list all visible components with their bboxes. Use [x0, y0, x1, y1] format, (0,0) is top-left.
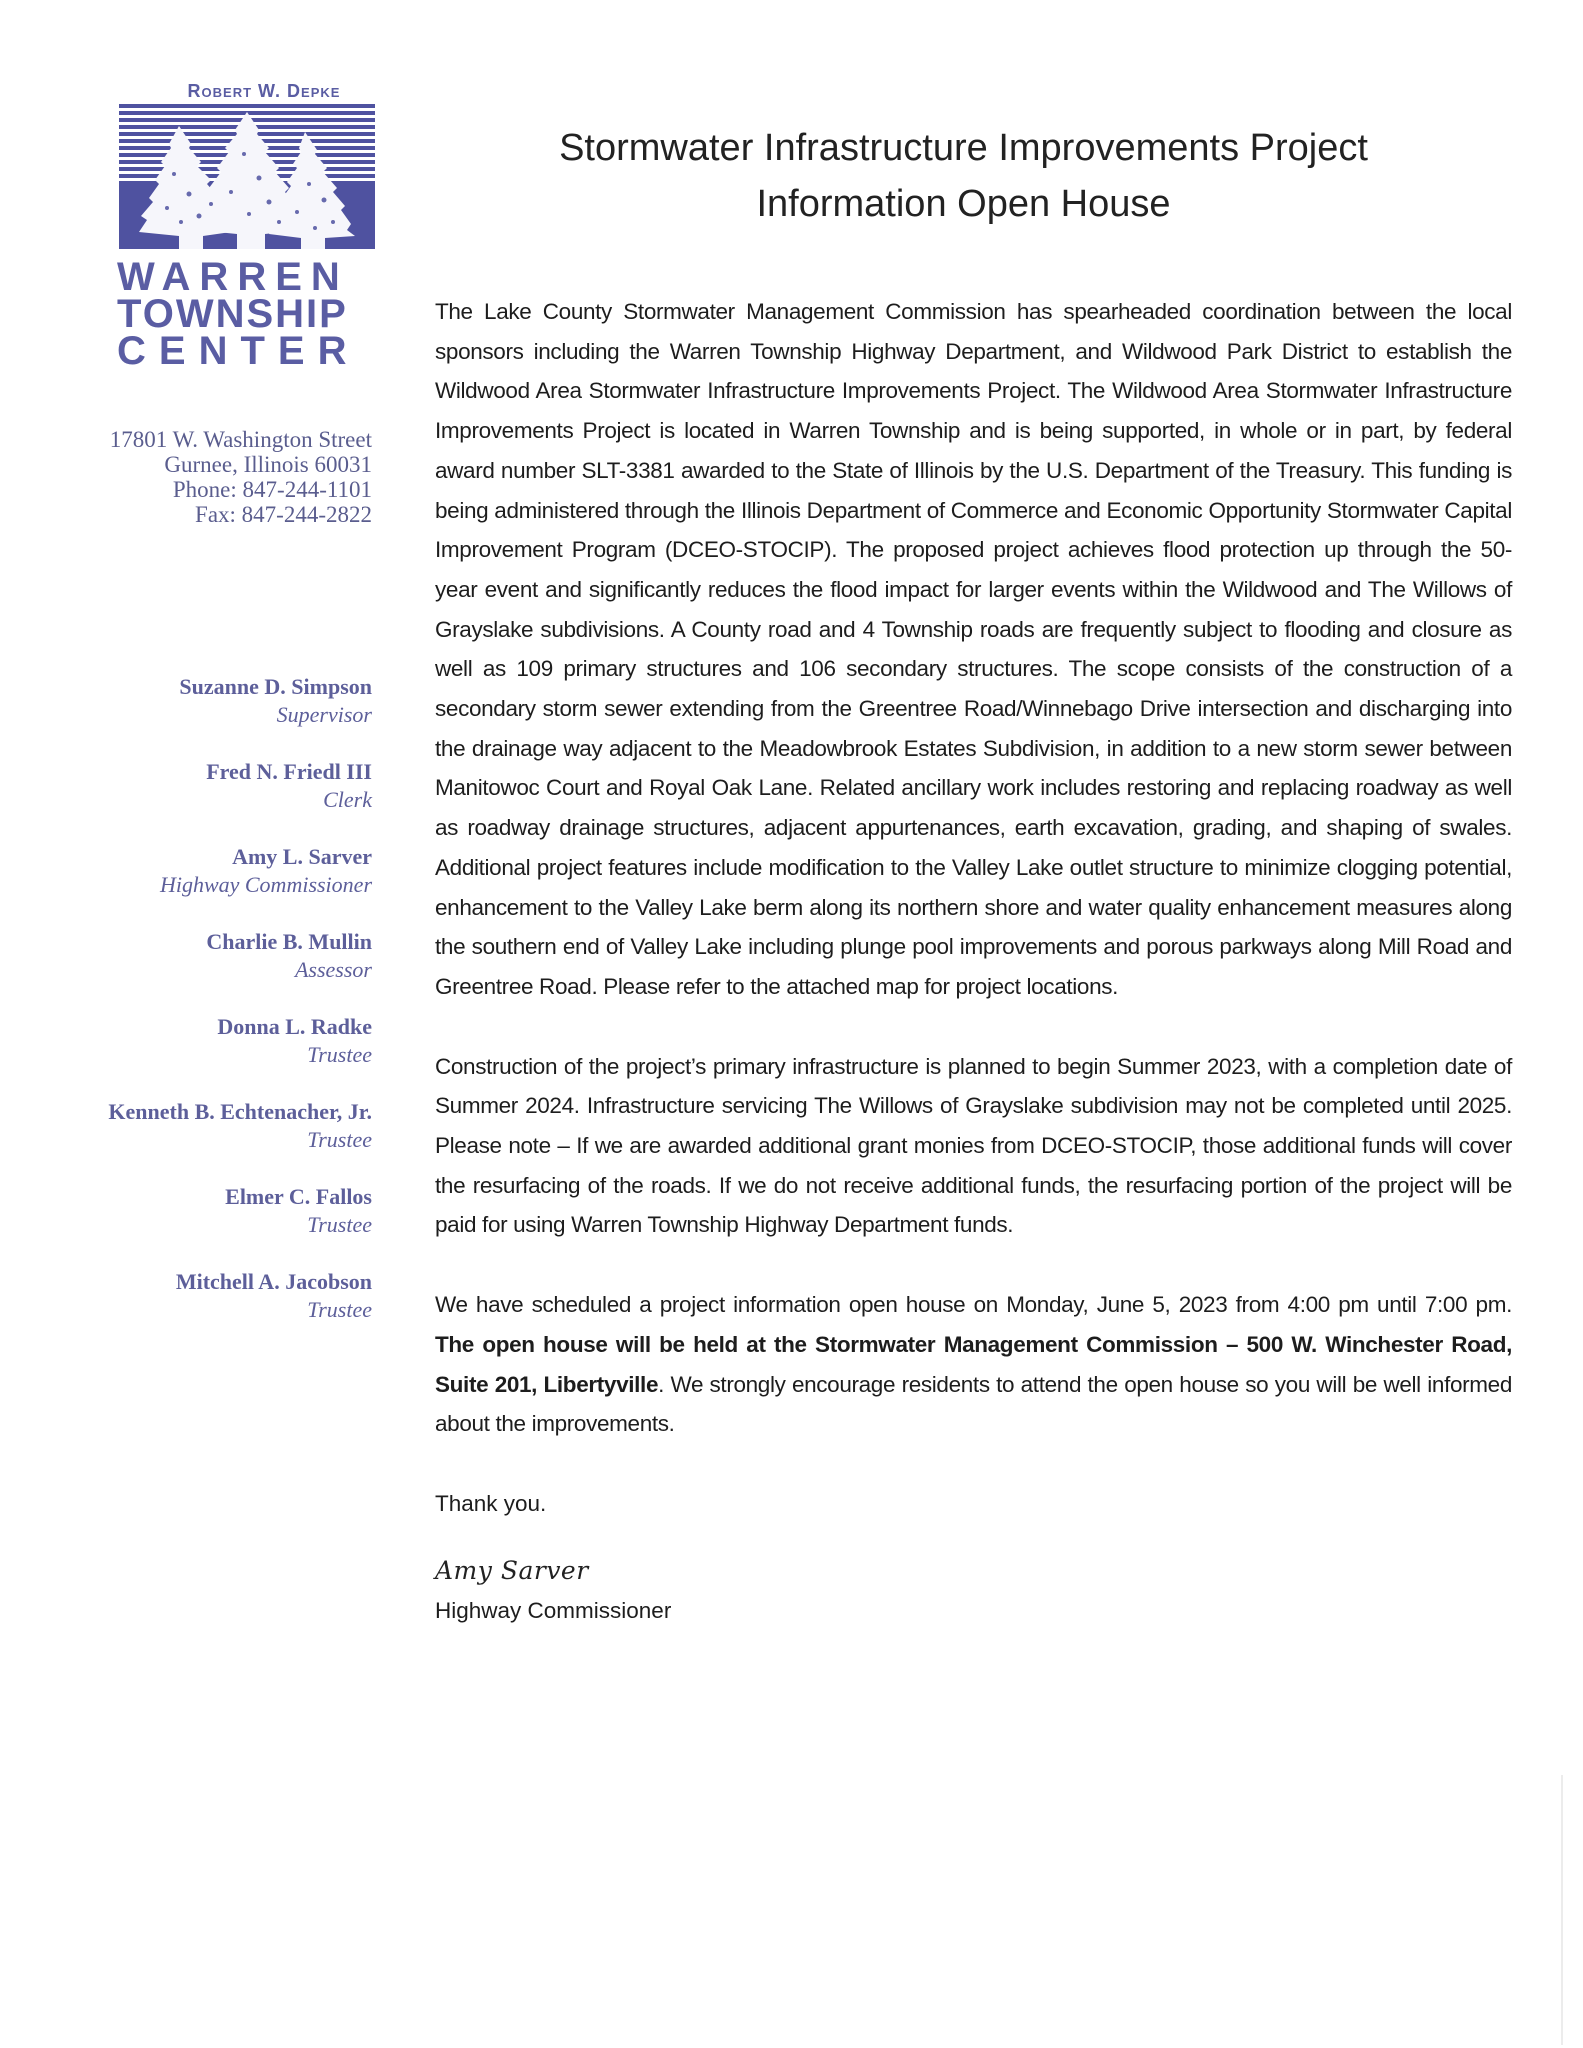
logo-name-line-3: CENTER [117, 329, 360, 373]
official-name: Elmer C. Fallos [225, 1184, 372, 1209]
township-logo [117, 80, 411, 373]
official-entry [40, 843, 372, 928]
official-name: Amy L. Sarver [232, 844, 372, 869]
official-entry [40, 758, 372, 843]
closing-text: Thank you. [435, 1490, 547, 1516]
township-name [117, 255, 411, 373]
scan-edge-line [1561, 1775, 1563, 2045]
official-name: Donna L. Radke [217, 1014, 372, 1039]
open-house-date-text: We have scheduled a project information open house on Monday, June 5, 2023 from 4:00 pm until 7:00 pm. [435, 1292, 1512, 1318]
official-entry [40, 1183, 372, 1268]
signature: Amy Sarver [435, 1555, 589, 1585]
fax-number: Fax: 847-244-2822 [195, 502, 372, 527]
open-house-encouragement-text: . We strongly encourage residents to attend the open house so you will be well informed about the improvements. [435, 1371, 1512, 1437]
letter-title [415, 120, 1512, 232]
official-entry [40, 1013, 372, 1098]
logo-dedication-text: Robert W. Depke [187, 81, 341, 101]
city-state-zip: Gurnee, Illinois 60031 [164, 452, 372, 477]
official-role: Trustee [307, 1127, 372, 1152]
official-entry [40, 928, 372, 1013]
phone-number: Phone: 847-244-1101 [172, 477, 372, 502]
official-entry [40, 673, 372, 758]
official-entry [40, 1098, 372, 1183]
official-entry [40, 1268, 372, 1353]
title-line-2: Information Open House [756, 183, 1171, 225]
official-role: Trustee [307, 1212, 372, 1237]
official-role: Assessor [294, 957, 372, 982]
official-role: Supervisor [276, 702, 372, 727]
official-name: Fred N. Friedl III [206, 759, 372, 784]
official-role: Highway Commissioner [159, 872, 372, 897]
signer-title: Highway Commissioner [435, 1597, 672, 1623]
three-trees-logo-icon [119, 104, 375, 249]
logo-name-line-1: WARREN [117, 255, 349, 299]
open-house-location-text: The open house will be held at the Stormwater Management Commission – 500 W. Winchester Road, Suite 201, Libertyville [435, 1331, 1512, 1397]
official-name: Suzanne D. Simpson [179, 674, 372, 699]
street-address: 17801 W. Washington Street [109, 427, 372, 452]
construction-schedule-paragraph: Construction of the project’s primary infrastructure is planned to begin Summer 2023, with a completion date of Summer 2024. Infrastructure servicing The Willows of Grayslake subdivision may not be completed until 2025. Please note – If we are awarded additional grant monies from DCEO-STOCIP, those additional funds will cover the resurfacing of the roads. If we do not receive additional funds, the resurfacing portion of the project will be paid for using Warren Township Highway Department funds. [435, 1053, 1512, 1238]
letter-body [435, 120, 1512, 1629]
open-house-paragraph [435, 1285, 1512, 1444]
contact-block [40, 427, 372, 527]
official-role: Clerk [323, 787, 372, 812]
official-name: Charlie B. Mullin [206, 929, 372, 954]
official-role: Trustee [307, 1042, 372, 1067]
title-line-1: Stormwater Infrastructure Improvements Project [559, 127, 1368, 169]
official-role: Trustee [307, 1297, 372, 1322]
logo-name-line-2: TOWNSHIP [117, 292, 348, 336]
official-name: Mitchell A. Jacobson [175, 1269, 372, 1294]
officials-list [40, 673, 372, 1353]
project-description-paragraph: The Lake County Stormwater Management Commission has spearheaded coordination between the local sponsors including the Warren Township Highway Department, and Wildwood Park District to establish the Wildwood Area Stormwater Infrastructure Improvements Project. The Wildwood Area Stormwater Infrastructure Improvements Project is located in Warren Township and is being supported, in whole or in part, by federal award number SLT-3381 awarded to the State of Illinois by the U.S. Department of the Treasury. This funding is being administered through the Illinois Department of Commerce and Economic Opportunity Stormwater Capital Improvement Program (DCEO-STOCIP). The proposed project achieves flood protection up through the 50-year event and significantly reduces the flood impact for larger events within the Wildwood and The Willows of Grayslake subdivisions. A County road and 4 Township roads are frequently subject to flooding and closure as well as 109 primary structures and 106 secondary structures. The scope consists of the construction of a secondary storm sewer extending from the Greentree Road/Winnebago Drive intersection and discharging into the drainage way adjacent to the Meadowbrook Estates Subdivision, in addition to a new storm sewer between Manitowoc Court and Royal Oak Lane. Related ancillary work includes restoring and replacing roadway as well as roadway drainage structures, adjacent appurtenances, earth excavation, grading, and shaping of swales. Additional project features include modification to the Valley Lake outlet structure to minimize clogging potential, enhancement to the Valley Lake berm along its northern shore and water quality enhancement measures along the southern end of Valley Lake including plunge pool improvements and porous parkways along Mill Road and Greentree Road. Please refer to the attached map for project locations. [435, 299, 1512, 999]
official-name: Kenneth B. Echtenacher, Jr. [108, 1099, 372, 1124]
